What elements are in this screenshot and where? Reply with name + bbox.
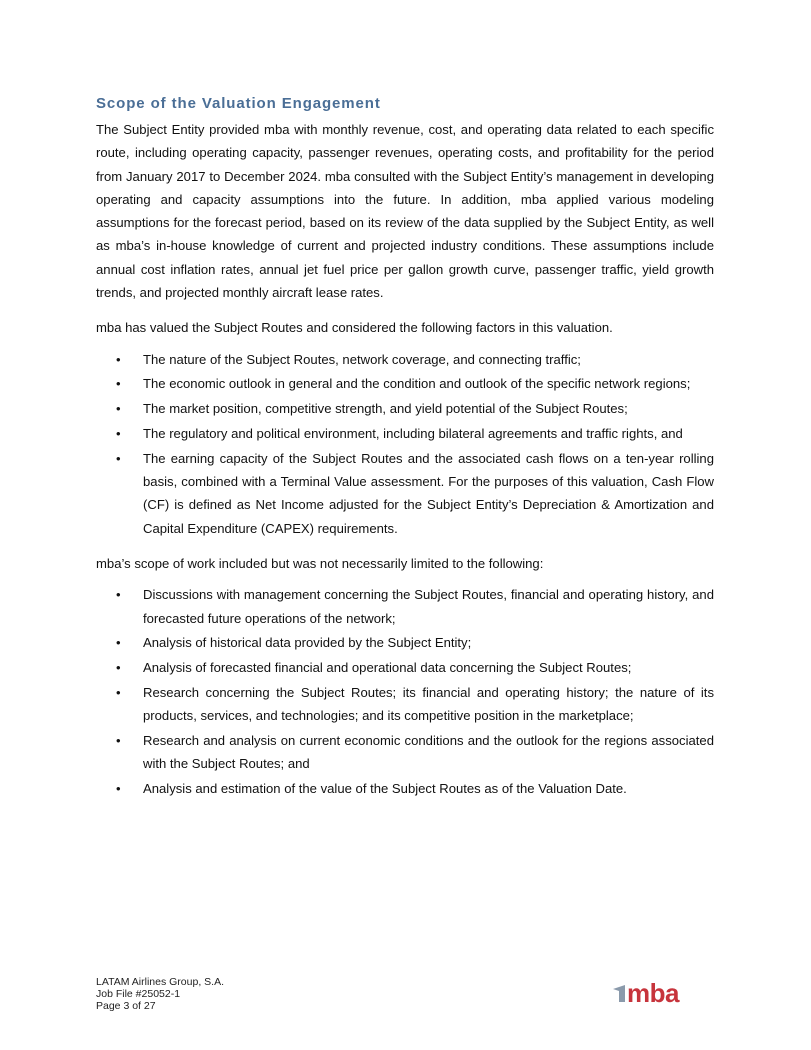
list-item-text: Analysis of forecasted financial and operational data concerning the Subject Routes; (143, 660, 632, 676)
scope-list (96, 583, 714, 800)
bullet-icon: • (116, 351, 121, 367)
list-item (96, 447, 714, 540)
footer-page-number: Page 3 of 27 (96, 1000, 156, 1012)
list-item (96, 729, 714, 776)
bullet-icon: • (116, 426, 121, 442)
list-item-text: The earning capacity of the Subject Routes and the associated cash flows on a ten-year rolling basis, combined with a Terminal Value assessment. For the purposes of this valuation, Cash Flow (CF) is defined as Net Income adjusted for the Subject Entity’s Depreciation & Amortization and Capital Expenditure (CAPEX) requirements. (143, 450, 714, 536)
factors-list (96, 348, 714, 540)
list-item-text: The market position, competitive strength, and yield potential of the Subject Routes; (143, 401, 628, 417)
list-item (96, 777, 714, 800)
paragraph-subject-entity-data: The Subject Entity provided mba with monthly revenue, cost, and operating data related to each specific route, including operating capacity, passenger revenues, operating costs, and profitability for the period from January 2017 to December 2024. mba consulted with the Subject Entity’s management in developing operating and capacity assumptions into the future. In addition, mba applied various modeling assumptions for the forecast period, based on its review of the data supplied by the Subject Entity, as well as mba’s in-house knowledge of current and projected industry conditions. These assumptions include annual cost inflation rates, annual jet fuel price per gallon growth curve, passenger traffic, yield growth trends, and projected monthly aircraft lease rates. (96, 122, 714, 301)
bullet-icon: • (116, 685, 121, 701)
list-item (96, 372, 714, 395)
logo-wordmark: mba (627, 982, 679, 1006)
list-item (96, 348, 714, 371)
bullet-icon: • (116, 587, 121, 603)
list-item-text: The regulatory and political environment, including bilateral agreements and traffic rights, and (143, 426, 683, 442)
logo-mark-icon (613, 985, 625, 1002)
list-item-text: The economic outlook in general and the condition and outlook of the specific network regions; (143, 376, 691, 392)
page-content (96, 94, 714, 802)
paragraph-scope-of-work-intro: mba’s scope of work included but was not necessarily limited to the following: (96, 556, 544, 572)
bullet-icon: • (116, 450, 121, 466)
list-item-text: Analysis of historical data provided by the Subject Entity; (143, 635, 472, 651)
section-heading: Scope of the Valuation Engagement (96, 95, 381, 112)
list-item-text: Analysis and estimation of the value of the Subject Routes as of the Valuation Date. (143, 781, 627, 797)
mba-logo (613, 982, 708, 1006)
bullet-icon: • (116, 376, 121, 392)
list-item-text: The nature of the Subject Routes, network coverage, and connecting traffic; (143, 351, 581, 367)
list-item-text: Research concerning the Subject Routes; its financial and operating history; the nature of its products, services, and technologies; and its competitive position in the marketplace; (143, 685, 714, 724)
paragraph-valuation-factors-intro: mba has valued the Subject Routes and considered the following factors in this valuation. (96, 320, 613, 336)
bullet-icon: • (116, 635, 121, 651)
list-item (96, 583, 714, 630)
list-item (96, 397, 714, 420)
list-item-text: Research and analysis on current economic conditions and the outlook for the regions associated with the Subject Routes; and (143, 733, 714, 772)
list-item (96, 422, 714, 445)
list-item-text: Discussions with management concerning the Subject Routes, financial and operating history, and forecasted future operations of the network; (143, 587, 714, 626)
bullet-icon: • (116, 401, 121, 417)
list-item (96, 631, 714, 654)
list-item (96, 681, 714, 728)
list-item (96, 656, 714, 679)
bullet-icon: • (116, 781, 121, 797)
footer-job-file: Job File #25052-1 (96, 988, 181, 1000)
footer-company: LATAM Airlines Group, S.A. (96, 976, 224, 988)
bullet-icon: • (116, 660, 121, 676)
page-footer (96, 976, 224, 1012)
bullet-icon: • (116, 733, 121, 749)
